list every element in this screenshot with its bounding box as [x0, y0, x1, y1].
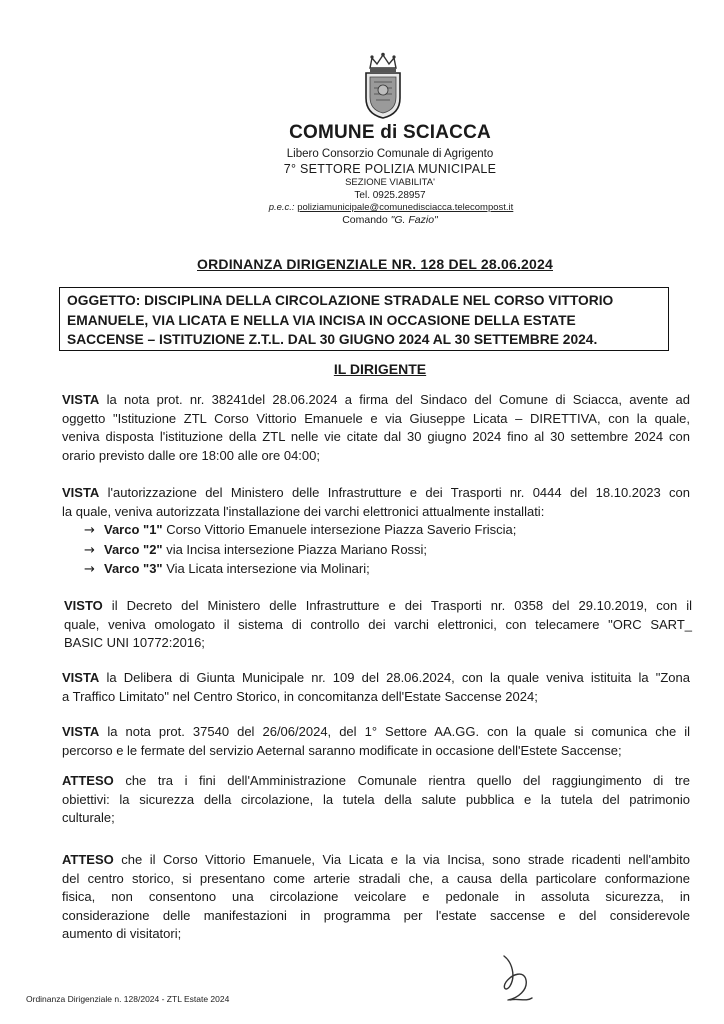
paragraph-line: obiettivi: la sicurezza della circolazione, la tutela della salute pubblica e la tutela del patrimonio — [62, 791, 690, 807]
paragraph-keyword: VISTO — [64, 598, 103, 613]
paragraph-line: considerazione delle manifestazioni in programma per l'estate saccense e del considerevole — [62, 907, 690, 923]
paragraph-line: del centro storico, si presentano come arterie stradali che, a causa della particolare conformazione — [62, 870, 690, 886]
subject-box — [59, 287, 669, 351]
paragraph-line: orario previsto dalle ore 18:00 alle ore 04:00; — [62, 447, 320, 463]
arrow-right-icon: → — [84, 523, 95, 538]
ordinance-title: ORDINANZA DIRIGENZIALE NR. 128 DEL 28.06.2024 — [197, 256, 553, 272]
paragraph-text: che il Corso Vittorio Emanuele, Via Licata e la via Incisa, sono strade ricadenti nell'ambito — [113, 852, 690, 867]
arrow-right-icon: → — [84, 542, 95, 558]
paragraph-atteso-obiettivi — [62, 772, 690, 828]
header-line-comando — [240, 214, 540, 226]
paragraph-line: fisica, non consentono una circolazione veicolare e pedonale in assoluta sicurezza, in — [62, 889, 690, 904]
header-line-phone: Tel. 0925.28957 — [354, 190, 426, 201]
paragraph-text: la nota prot. nr. 38241del 28.06.2024 a firma del Sindaco del Comune di Sciacca, avente ad — [99, 392, 690, 407]
subject-line: EMANUELE, VIA LICATA E NELLA VIA INCISA IN OCCASIONE DELLA ESTATE — [67, 312, 576, 328]
paragraph-line: veniva disposta l'istituzione della ZTL nelle vie citate dal 30 giugno 2024 fino al 30 settembre 2024 con — [62, 429, 690, 444]
varco-name: Varco "1" — [104, 522, 163, 537]
paragraph-text: che tra i fini dell'Amministrazione Comunale rientra quello del raggiungimento di tre — [113, 773, 690, 788]
paragraph-line — [62, 484, 690, 503]
paragraph-line — [62, 723, 690, 742]
paragraph-visto-decreto — [64, 597, 692, 653]
paragraph-vista-nota-sindaco — [62, 391, 690, 465]
subject-line: SACCENSE – ISTITUZIONE Z.T.L. DAL 30 GIUGNO 2024 AL 30 SETTEMBRE 2024. — [67, 332, 598, 347]
paragraph-line: percorso e le fermate del servizio Aeternal saranno modificate in occasione dell'Estete Saccense; — [62, 742, 622, 758]
paragraph-line — [62, 669, 690, 688]
paragraph-line: BASIC UNI 10772:2016; — [64, 635, 205, 650]
paragraph-keyword: ATTESO — [62, 852, 114, 867]
paragraph-line: la quale, veniva autorizzata l'installazione dei varchi elettronici attualmente installati: — [62, 503, 545, 519]
paragraph-line: culturale; — [62, 810, 115, 825]
paragraph-keyword: VISTA — [62, 670, 100, 685]
paragraph-vista-autorizzazione — [62, 484, 690, 580]
list-item — [62, 560, 690, 580]
paragraph-vista-delibera — [62, 669, 690, 706]
paragraph-line — [64, 597, 692, 616]
varco-text: Corso Vittorio Emanuele intersezione Piazza Saverio Friscia; — [162, 522, 517, 537]
paragraph-keyword: VISTA — [62, 485, 100, 500]
paragraph-line: quale, veniva omologato il sistema di controllo dei varchi elettronici, con telecamere "ORC SART_ — [64, 616, 692, 632]
arrow-right-icon: → — [84, 562, 95, 577]
paragraph-atteso-strade — [62, 851, 690, 944]
paragraph-line — [62, 851, 690, 870]
paragraph-line — [62, 772, 690, 791]
page-footer: Ordinanza Dirigenziale n. 128/2024 - ZTL Estate 2024 — [26, 994, 230, 1004]
paragraph-line: aumento di visitatori; — [62, 926, 182, 941]
varco-text: Via Licata intersezione via Molinari; — [162, 561, 370, 576]
list-item — [62, 521, 690, 541]
comando-name: "G. Fazio" — [390, 214, 438, 226]
paragraph-text: l'autorizzazione del Ministero delle Infrastrutture e dei Trasporti nr. 0444 del 18.10.2023 con — [99, 485, 690, 500]
paragraph-vista-nota-settore — [62, 723, 690, 760]
comando-label: Comando — [342, 214, 388, 226]
paragraph-keyword: ATTESO — [62, 773, 114, 788]
paragraph-keyword: VISTA — [62, 724, 100, 739]
handwritten-signature-icon — [498, 952, 538, 1004]
pec-email-link[interactable]: poliziamunicipale@comunedisciacca.telecompost.it — [297, 202, 514, 213]
paragraph-text: la nota prot. 37540 del 26/06/2024, del 1° Settore AA.GG. con la quale si comunica che il — [99, 724, 690, 739]
header-line-consorzio: Libero Consorzio Comunale di Agrigento — [286, 148, 494, 160]
varchi-list — [62, 521, 690, 580]
pec-label: p.e.c.: — [268, 202, 295, 213]
header-line-sezione: SEZIONE VIABILITA' — [345, 177, 435, 188]
subject-line: OGGETTO: DISCIPLINA DELLA CIRCOLAZIONE STRADALE NEL CORSO VITTORIO — [67, 293, 614, 308]
paragraph-keyword: VISTA — [62, 392, 100, 407]
municipal-crest-icon — [358, 52, 408, 120]
paragraph-line: oggetto "Istituzione ZTL Corso Vittorio Emanuele e via Giuseppe Licata – DIRETTIVA, con la quale, — [62, 410, 690, 426]
section-heading: IL DIRIGENTE — [333, 361, 427, 377]
paragraph-line — [62, 391, 690, 410]
varco-text: via Incisa intersezione Piazza Mariano Rossi; — [162, 541, 428, 557]
header-pec-row — [226, 202, 556, 213]
varco-name: Varco "2" — [104, 541, 163, 557]
paragraph-line: a Traffico Limitato" nel Centro Storico, in concomitanza dell'Estate Saccense 2024; — [62, 688, 538, 704]
varco-name: Varco "3" — [104, 561, 163, 576]
municipality-title: COMUNE di SCIACCA — [289, 122, 491, 143]
paragraph-text: la Delibera di Giunta Municipale nr. 109 del 28.06.2024, con la quale veniva istituita la "Zona — [99, 670, 690, 685]
header-line-settore: 7° SETTORE POLIZIA MUNICIPALE — [283, 162, 497, 176]
paragraph-text: il Decreto del Ministero delle Infrastrutture e dei Trasporti nr. 0358 del 29.10.2019, con il — [102, 598, 692, 613]
list-item — [62, 541, 690, 561]
